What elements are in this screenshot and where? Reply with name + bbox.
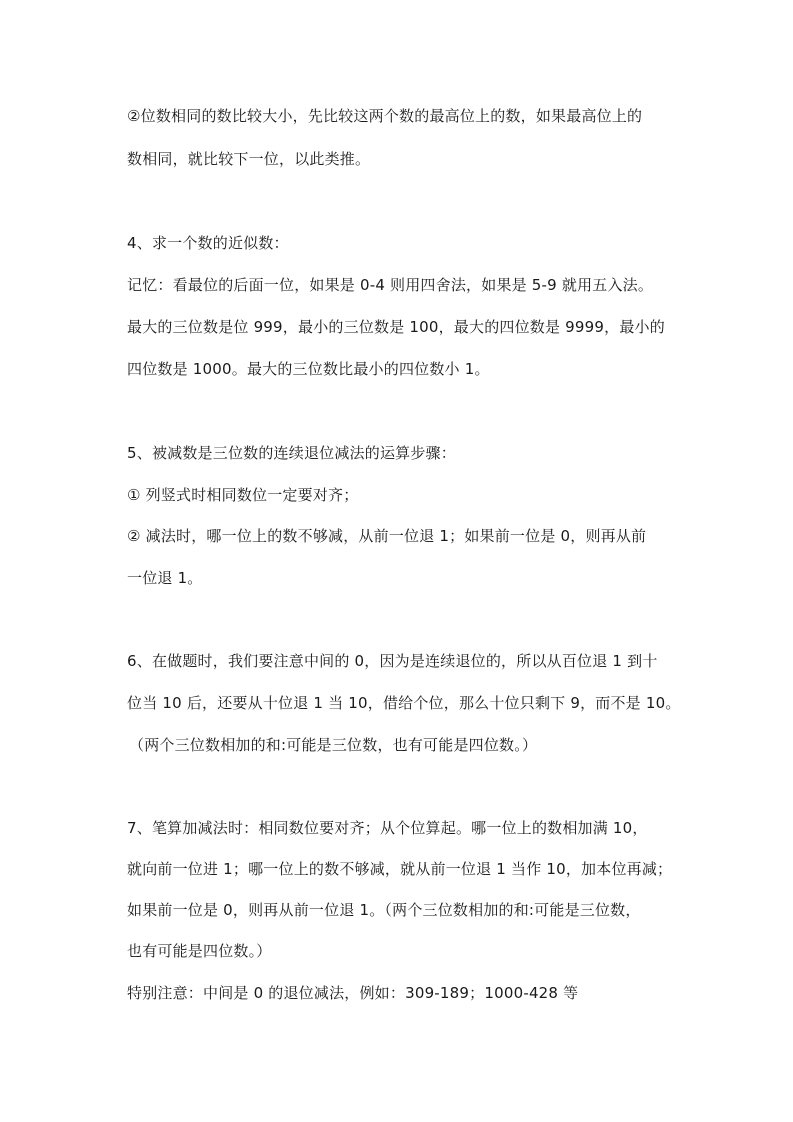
text-line: 记忆：看最位的后面一位，如果是 0-4 则用四舍法，如果是 5-9 就用五入法。 [127,276,654,294]
section-heading: 5、被减数是三位数的连续退位减法的运算步骤： [127,444,456,462]
text-line: 就向前一位进 1；哪一位上的数不够减，就从前一位退 1 当作 10，加本位再减； [127,860,673,878]
text-line: 特别注意：中间是 0 的退位减法，例如：309-189；1000-428 等 [127,984,579,1002]
section-heading: 7、笔算加减法时：相同数位要对齐；从个位算起。哪一位上的数相加满 10， [127,819,648,837]
text-line: 数相同，就比较下一位，以此类推。 [127,150,371,168]
text-line: 也有可能是四位数。） [127,942,272,960]
text-line: ②位数相同的数比较大小，先比较这两个数的最高位上的数，如果最高位上的 [127,107,643,125]
text-line: （两个三位数相加的和:可能是三位数，也有可能是四位数。） [129,736,538,754]
text-line: 位当 10 后，还要从十位退 1 当 10，借给个位，那么十位只剩下 9，而不是 10。 [127,694,681,712]
text-line: 最大的三位数是位 999，最小的三位数是 100，最大的四位数是 9999，最小的 [127,318,665,336]
section-heading: 6、在做题时，我们要注意中间的 0，因为是连续退位的，所以从百位退 1 到十 [127,652,658,670]
text-line: 如果前一位是 0，则再从前一位退 1。（两个三位数相加的和:可能是三位数， [127,901,641,919]
section-heading: 4、求一个数的近似数： [127,234,289,252]
text-line: ① 列竖式时相同数位一定要对齐； [127,486,359,504]
text-line: ② 减法时，哪一位上的数不够减，从前一位退 1；如果前一位是 0，则再从前 [127,527,647,545]
text-line: 一位退 1。 [127,569,203,587]
text-line: 四位数是 1000。最大的三位数比最小的四位数小 1。 [127,360,490,378]
